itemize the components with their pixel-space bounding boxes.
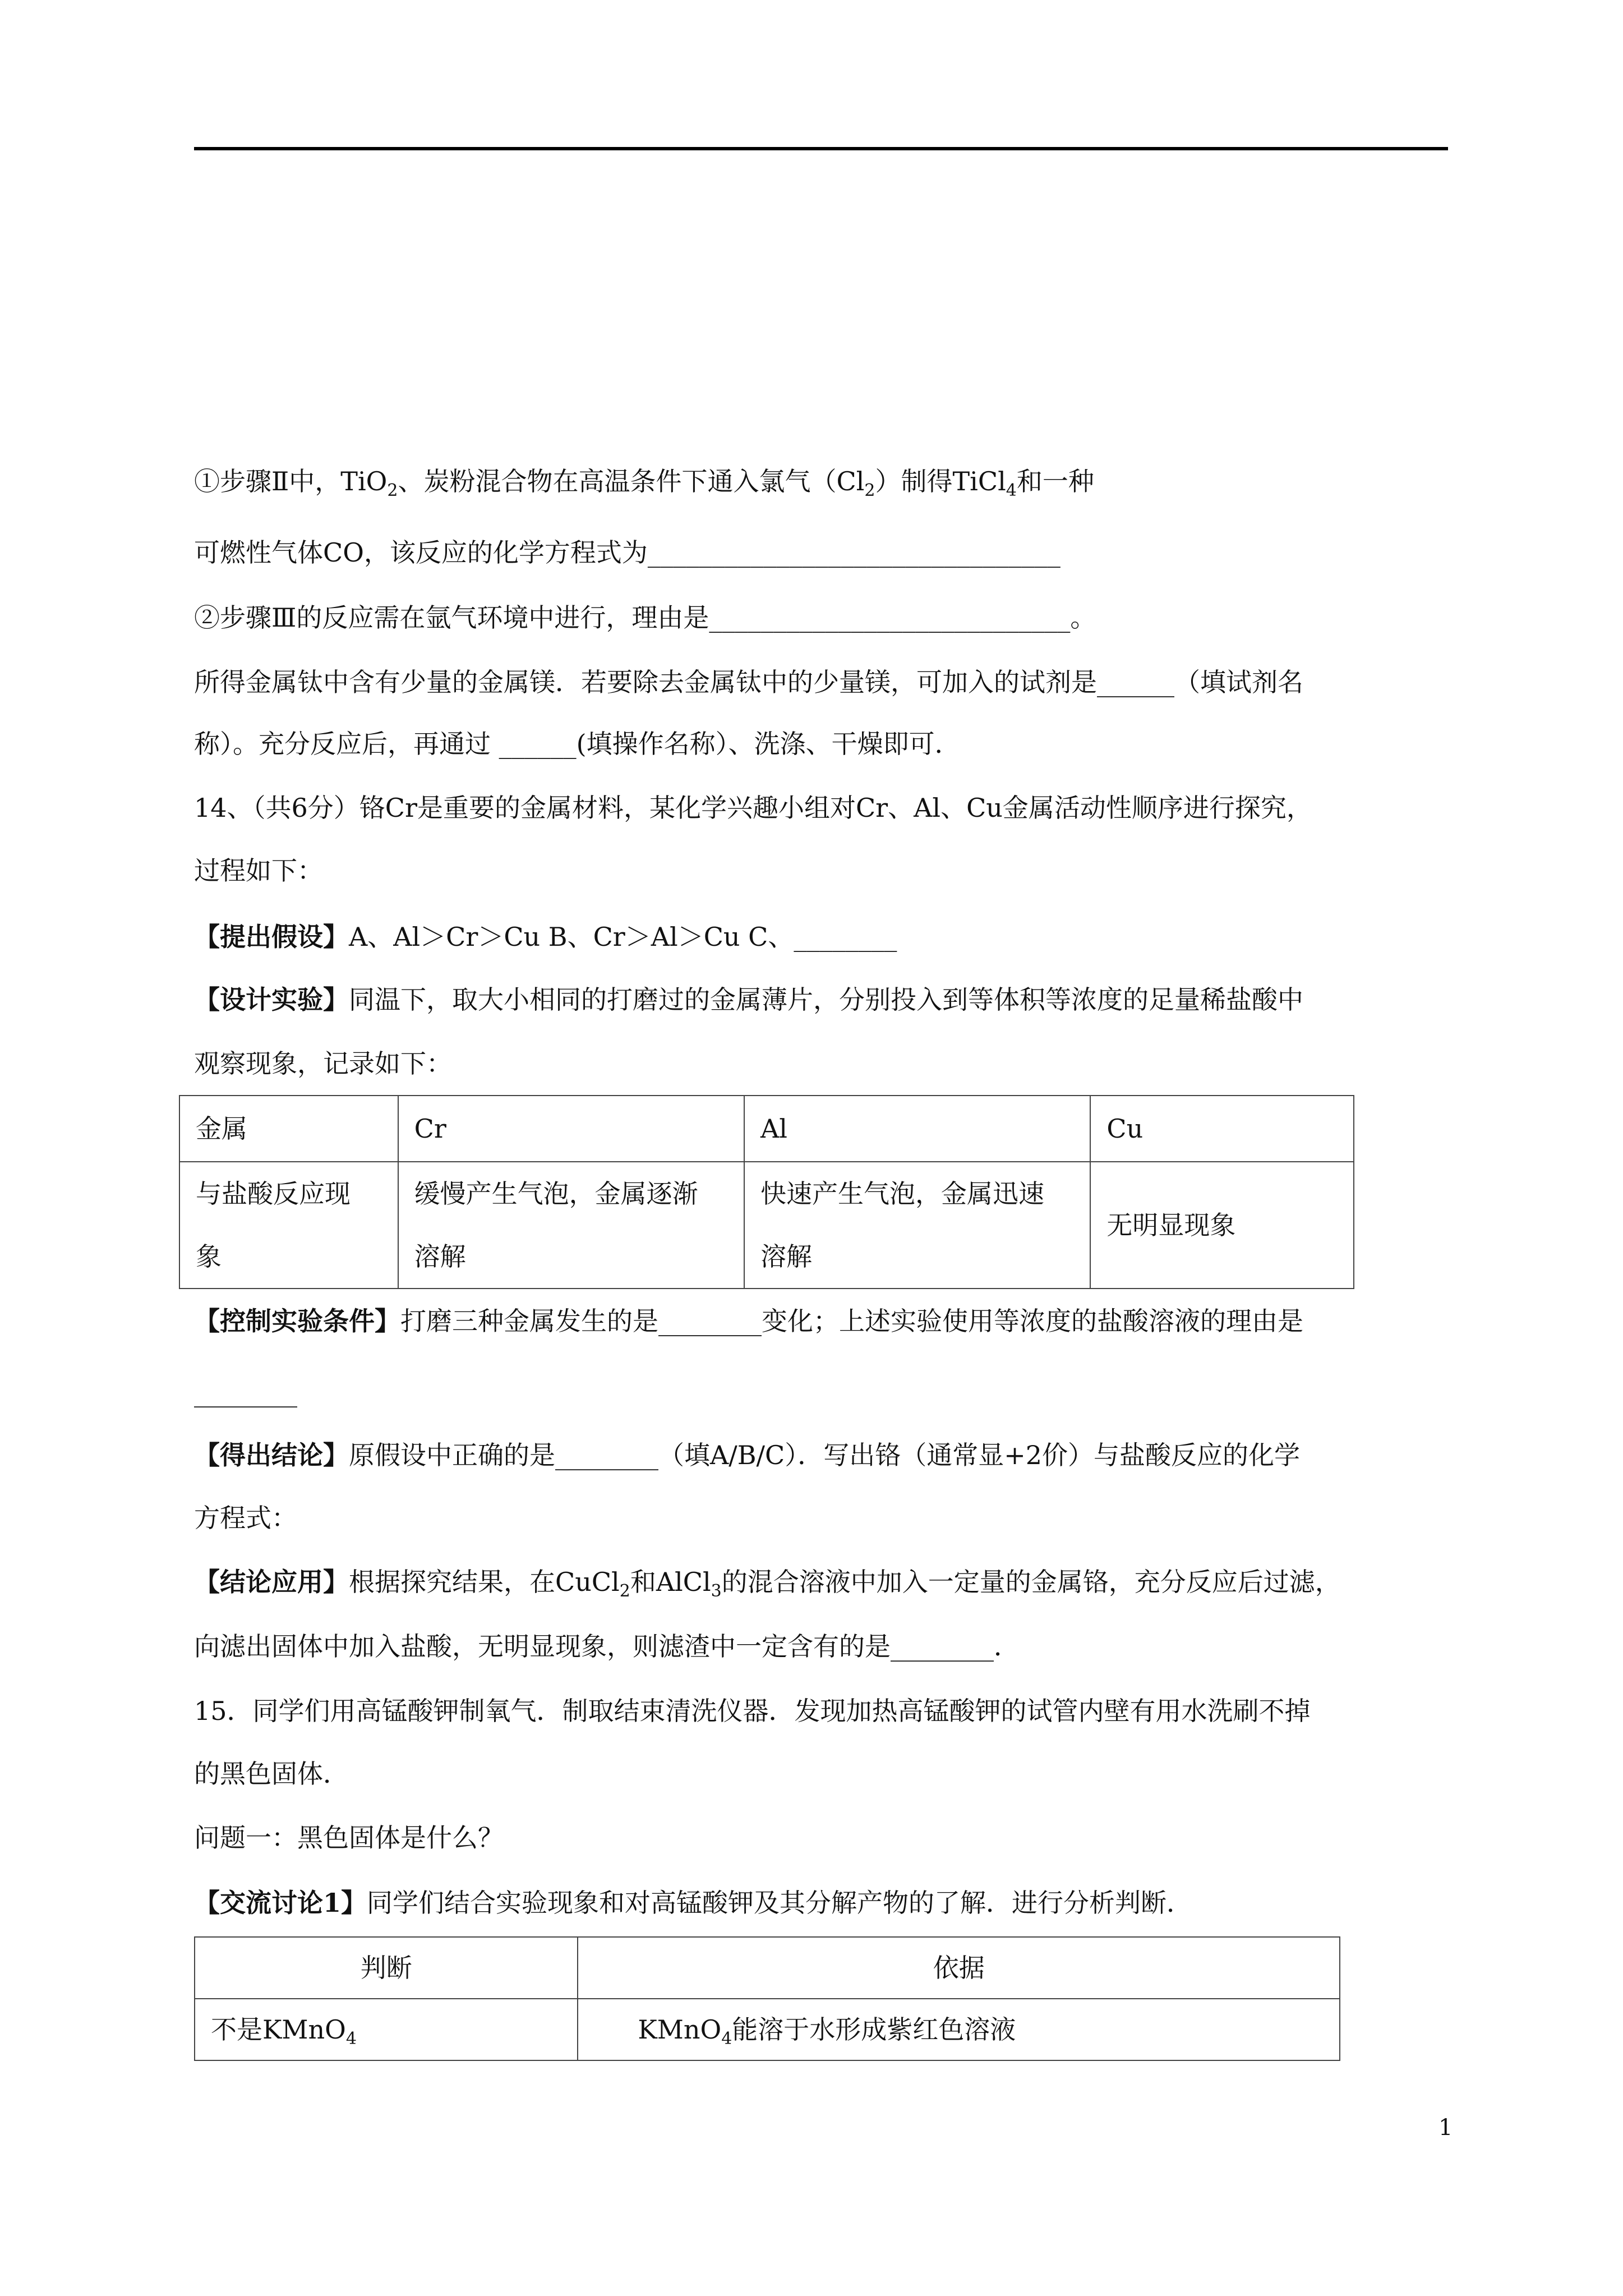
header-rule xyxy=(194,147,1448,150)
q15-intro-line: 15．同学们用高锰酸钾制氧气．制取结束清洗仪器．发现加热高锰酸钾的试管内壁有用水洗刷不掉 xyxy=(194,1696,1311,1726)
q14-control-line: 【控制实验条件】打磨三种金属发生的是________变化；上述实验使用等浓度的盐酸溶液的理由是 xyxy=(194,1306,1303,1336)
q14-apply-line: 【结论应用】根据探究结果，在CuCl$_2$和AlCl$_3$的混合溶液中加入一定量的金属铬，充分反应后过滤， xyxy=(194,1567,1341,1601)
table-cell: KMnO$_4$能溶于水形成紫红色溶液 xyxy=(578,1999,1340,2060)
table-header-cell: Al xyxy=(744,1096,1090,1162)
table-cell: 与盐酸反应现 象 xyxy=(179,1162,398,1289)
q13-operation-line: 称）。充分反应后，再通过 ______(填操作名称）、洗涤、干燥即可． xyxy=(194,729,961,759)
table-cell: 快速产生气泡，金属迅速 溶解 xyxy=(744,1162,1090,1289)
judgement-table xyxy=(194,1936,1340,2061)
table-header-cell: Cu xyxy=(1090,1096,1354,1162)
q14-design-line-2: 观察现象，记录如下： xyxy=(194,1048,452,1079)
q14-conclusion-line: 【得出结论】原假设中正确的是________（填A/B/C）．写出铬（通常显+2价）与盐酸反应的化学 xyxy=(194,1440,1301,1470)
table-cell: 缓慢产生气泡，金属逐渐 溶解 xyxy=(398,1162,744,1289)
design-tag: 【设计实验】 xyxy=(194,984,349,1015)
q14-conclusion-line-2: 方程式： xyxy=(194,1503,297,1533)
table-cell: 不是KMnO$_4$ xyxy=(195,1999,578,2060)
table-header-cell: 金属 xyxy=(179,1096,398,1162)
table-header-cell: Cr xyxy=(398,1096,744,1162)
q15-intro-line-2: 的黑色固体． xyxy=(194,1759,349,1789)
table-row xyxy=(195,1937,1340,1999)
control-tag: 【控制实验条件】 xyxy=(194,1306,400,1336)
q13-step2-line: ①步骤Ⅱ中，TiO$_2$、炭粉混合物在高温条件下通入氯气$(Cl_2)$制得TiCl$_4$和一种 xyxy=(194,466,1094,500)
q14-intro-line: 14、（共6分）铬Cr是重要的金属材料，某化学兴趣小组对Cr、Al、Cu金属活动性顺序进行探究， xyxy=(194,793,1312,823)
q13-step3-line: ②步骤Ⅲ的反应需在氩气环境中进行，理由是____________________________。 xyxy=(194,602,1096,633)
q14-hypothesis-line: 【提出假设】A、Al＞Cr＞Cu B、Cr＞Al＞Cu C、________ xyxy=(194,922,897,952)
q14-apply-line-2: 向滤出固体中加入盐酸，无明显现象，则滤渣中一定含有的是________． xyxy=(194,1631,1020,1662)
table-row xyxy=(179,1096,1354,1162)
q15-discussion-line: 【交流讨论1】同学们结合实验现象和对高锰酸钾及其分解产物的了解．进行分析判断． xyxy=(194,1888,1193,1918)
conclusion-tag: 【得出结论】 xyxy=(194,1440,349,1470)
q14-design-line: 【设计实验】同温下，取大小相同的打磨过的金属薄片，分别投入到等体积等浓度的足量稀盐酸中 xyxy=(194,984,1303,1015)
metal-reaction-table xyxy=(179,1095,1354,1289)
q14-intro-line-2: 过程如下： xyxy=(194,855,323,886)
q13-reagent-line: 所得金属钛中含有少量的金属镁．若要除去金属钛中的少量镁，可加入的试剂是______（填试剂名 xyxy=(194,667,1303,697)
apply-tag: 【结论应用】 xyxy=(194,1567,349,1597)
table-row xyxy=(179,1162,1354,1289)
hypothesis-tag: 【提出假设】 xyxy=(194,922,349,952)
q15-question-line: 问题一：黑色固体是什么？ xyxy=(194,1823,504,1853)
page-number: 1 xyxy=(1438,2115,1453,2141)
table-row xyxy=(195,1999,1340,2060)
table-cell: 无明显现象 xyxy=(1090,1162,1354,1289)
discussion-tag: 【交流讨论1】 xyxy=(194,1888,367,1918)
table-header-cell: 判断 xyxy=(195,1937,578,1999)
table-header-cell: 依据 xyxy=(578,1937,1340,1999)
q14-control-blank: ________ xyxy=(194,1377,297,1407)
q13-equation-line: 可燃性气体CO，该反应的化学方程式为________________________________ xyxy=(194,537,1061,568)
